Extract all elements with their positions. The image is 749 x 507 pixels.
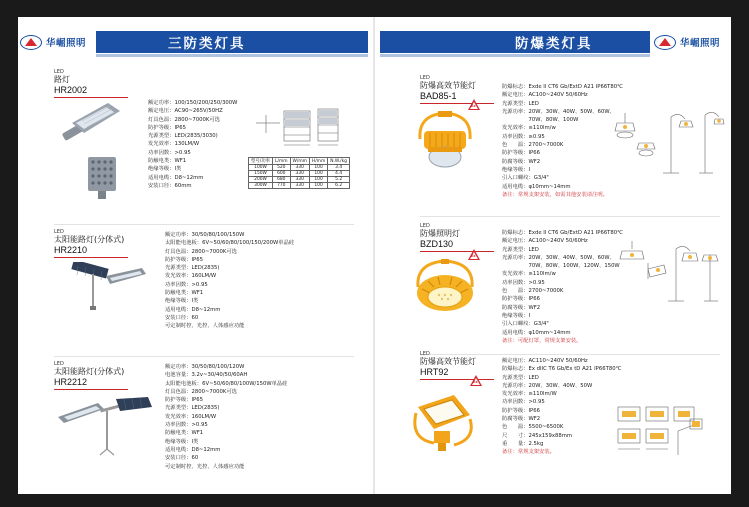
table-header-cell: W/mm (290, 158, 309, 165)
table-row (249, 177, 350, 183)
spec-line: 太阳能电池板：6V~50/60/80/100/150/200W单晶硅 (165, 240, 295, 247)
model-underline (54, 389, 128, 390)
table-cell: 680 (273, 177, 290, 183)
spec-line: 防触电类：WF1 (165, 290, 204, 297)
spec-line: 光源类型：LED (502, 246, 539, 253)
spec-line: 发光效率：130LM/W (148, 141, 200, 148)
installation-drawing (618, 239, 724, 303)
dimension-table (248, 157, 350, 189)
product-model: BZD130 (420, 239, 454, 249)
brand-logo-left (18, 32, 94, 52)
spec-line: 光源功率：20W、30W、40W、50W、60W、 (502, 108, 615, 115)
spec-line: 安装口径：60 (165, 455, 199, 462)
spec-line: 额定功率：30/50/80/100/150W (165, 232, 245, 238)
product-tag: LED (54, 229, 64, 235)
spec-line: 功率因数：>0.95 (502, 279, 545, 286)
spec-line: 防爆标志：Exde II CT6 Gb/ExtD A21 IP66T80℃ (502, 230, 624, 236)
spec-line: 功率因数：>0.95 (148, 149, 191, 156)
spec-line: 色 温：2700~7000K (502, 288, 564, 295)
table-header-cell: H/mm (309, 158, 327, 165)
installation-drawing (613, 109, 725, 175)
spec-line: 防腐等级：WF2 (502, 304, 541, 311)
table-cell: 5.2 (328, 177, 350, 183)
spec-line: 额定电压：AC100~240V 50/60Hz (502, 238, 588, 245)
product-specs-bad85-1 (502, 83, 623, 199)
table-header-cell: 型号/功率 (249, 158, 273, 165)
brand-logo-right (652, 32, 728, 52)
spec-line: 重 量：2.5kg (502, 440, 544, 447)
spec-line: 防腐等级：WF2 (502, 158, 541, 165)
product-model: HRT92 (420, 367, 449, 377)
spec-line: 引入口螺纹：G3/4" (502, 175, 549, 182)
product-name: 防爆照明灯 (420, 229, 460, 238)
table-cell: 330 (290, 177, 309, 183)
spec-line: 防护等级：IP66 (502, 150, 540, 157)
spec-line: 绝缘等级：I类 (148, 166, 182, 173)
product-specs-hrt92 (502, 357, 622, 457)
spec-line: 太阳能电池板：6V~50/60/80/100W/150W单晶硅 (165, 380, 288, 387)
explosion-proof-lamp-image (410, 259, 480, 323)
table-cell: 330 (290, 183, 309, 189)
spec-line: 防爆标志：Exde II CT6 Gb/ExtD A21 IP66T80℃ (502, 84, 624, 90)
floodlight-image (412, 389, 478, 459)
spec-line: 引入口螺纹：G3/4" (502, 321, 549, 328)
product-tag: LED (54, 361, 64, 367)
table-cell: 150W (249, 171, 273, 177)
spec-line: 防爆标志：Ex dIIC T6 Gb/Ex tD A21 IP66T80℃ (502, 366, 622, 373)
spec-line: 光源类型：LED (502, 374, 539, 381)
explosion-proof-lamp-image (414, 109, 476, 179)
table-cell: 6.2 (328, 183, 350, 189)
spec-line: 光源功率：20W、30W、40W、50W、60W、 (502, 254, 615, 261)
spec-line: 适用电缆：φ10mm~14mm (502, 329, 571, 336)
product-name: 防爆高效节能灯 (420, 357, 476, 366)
left-page-title: 三防类灯具 (168, 36, 246, 52)
table-cell: 330 (290, 171, 309, 177)
spec-line: 功率因数：>0.95 (165, 422, 208, 429)
section-divider (54, 356, 354, 357)
product-tag: LED (54, 69, 64, 75)
product-specs-hr2212 (165, 363, 287, 471)
spec-line: 额定功率：100/150/200/250/300W (148, 100, 238, 106)
product-model: HR2212 (54, 377, 88, 387)
spec-line: 防触电类：WF1 (148, 158, 187, 165)
solar-street-lamp-image (56, 395, 156, 457)
product-model: HR2002 (54, 85, 88, 95)
spec-line: 可定制时控、光控、人体感应功能 (165, 323, 245, 330)
table-cell: 770 (273, 183, 290, 189)
table-row (249, 165, 350, 171)
spec-line: 光源类型：LED(2835) (165, 265, 220, 272)
brand-logo-icon (654, 34, 676, 51)
model-underline (420, 379, 494, 380)
table-cell: 200W (249, 177, 273, 183)
spec-line: 绝缘等级：I类 (165, 298, 199, 305)
table-cell: 100 (309, 171, 327, 177)
spec-line: 额定电压：AC100~240V 50/60Hz (502, 92, 588, 99)
spec-line: 色 温：2700~7000K (502, 142, 564, 149)
spec-line: 色 温：5500~6500K (502, 424, 564, 431)
brand-name: 华崛照明 (680, 38, 721, 49)
product-bzd130 (420, 223, 494, 252)
product-model: HR2210 (54, 245, 88, 255)
brand-logo-icon (20, 34, 42, 51)
table-header-cell: L/mm (273, 158, 290, 165)
spec-line: 70W、80W、100W (502, 117, 579, 124)
ex-explosion-proof-icon: Ex (468, 249, 480, 260)
right-header-stripe (380, 54, 650, 57)
spec-line: 发光效率：160LM/W (165, 413, 217, 420)
spec-line: 发光效率：≥110lm/w (502, 125, 556, 132)
product-hr2212 (54, 361, 128, 390)
table-cell: 100 (309, 165, 327, 171)
product-name: 防爆高效节能灯 (420, 81, 476, 90)
spec-line: 防护等级：IP65 (148, 124, 186, 131)
spec-line: 安装口径：60 (165, 314, 199, 321)
spec-line: 适用电缆：D8~12mm (165, 446, 221, 453)
product-bad85-1 (420, 75, 494, 104)
brand-name: 华崛照明 (46, 38, 87, 49)
left-header-stripe (96, 54, 368, 57)
dimension-drawing (254, 103, 362, 149)
spec-line: 发光效率：≥110lm/W (502, 391, 557, 398)
solar-street-lamp-image (70, 262, 148, 330)
table-cell: 100 (309, 183, 327, 189)
section-divider (54, 224, 354, 225)
spec-line: 光源类型：LED(2835/3030) (148, 133, 218, 140)
product-name: 路灯 (54, 75, 70, 84)
installation-drawing (616, 403, 720, 459)
spec-line: 适用电缆：D8~12mm (148, 174, 204, 181)
spec-line: 功率因数：>0.95 (165, 281, 208, 288)
product-tag: LED (420, 351, 430, 357)
spec-line: 光源类型：LED (502, 100, 539, 107)
model-underline (420, 251, 494, 252)
table-row (249, 183, 350, 189)
right-page (380, 17, 731, 494)
page-fold (373, 17, 375, 494)
model-underline (420, 103, 494, 104)
spec-line: 灯具色温：2800~7000K可选 (165, 388, 237, 395)
product-hrt92 (420, 351, 494, 380)
spec-line: 发光效率：≥110lm/w (502, 271, 556, 278)
table-cell: 600 (273, 171, 290, 177)
spec-line: 功率因数：≥0.95 (502, 133, 545, 140)
ex-explosion-proof-icon: Ex (470, 375, 482, 386)
left-page (18, 17, 368, 494)
spec-line: 光源类型：LED(2835) (165, 405, 220, 412)
spec-line: 额定电压：AC90~265V/50HZ (148, 108, 223, 115)
table-cell: 4.4 (328, 171, 350, 177)
spec-line: 适用电缆：φ10mm~14mm (502, 183, 571, 190)
spec-line: 电池容量：3.2v~30/40/50/60AH (165, 372, 248, 379)
spec-line: 灯具色温：2800~7000K可选 (165, 248, 237, 255)
spec-line: 适用电缆：D8~12mm (165, 306, 221, 313)
product-tag: LED (420, 223, 430, 229)
street-lamp-image (58, 99, 144, 209)
table-cell: 300W (249, 183, 273, 189)
spec-line: 防护等级：IP65 (165, 397, 203, 404)
product-note: 备注：常规支架安装，如需其他安装请注明。 (502, 191, 608, 198)
spec-line: 尺 寸：245x159x88mm (502, 432, 573, 439)
spec-line: 额定电压：AC110~240V 50/60Hz (502, 358, 588, 364)
spec-line: 防触电类：WF1 (165, 430, 204, 437)
product-specs-hr2210 (165, 231, 294, 331)
product-tag: LED (420, 75, 430, 81)
product-note: 备注：可配灯罩，常规支架安装。 (502, 337, 582, 344)
spec-line: 绝缘等级：I (502, 312, 531, 319)
section-divider (420, 216, 720, 217)
spec-line: 防腐等级：WF2 (502, 416, 541, 423)
product-specs-hr2002 (148, 99, 237, 190)
spec-line: 绝缘等级：I (502, 166, 531, 173)
table-row (249, 171, 350, 177)
spec-line: 可定制时控、光控、人体感应功能 (165, 463, 245, 470)
table-cell: 520 (273, 165, 290, 171)
catalog-spread (18, 17, 731, 494)
spec-line: 灯具色温：2800~7000K可选 (148, 116, 220, 123)
table-cell: 330 (290, 165, 309, 171)
model-underline (54, 97, 128, 98)
table-header-cell: N.W./kg (328, 158, 350, 165)
ex-explosion-proof-icon: Ex (468, 99, 480, 110)
spec-line: 发光效率：160LM/W (165, 273, 217, 280)
right-page-title: 防爆类灯具 (515, 36, 593, 52)
spec-line: 额定功率：30/50/80/100/120W (165, 364, 245, 370)
model-underline (54, 257, 128, 258)
product-name: 太阳能路灯(分体式) (54, 367, 125, 376)
product-specs-bzd130 (502, 229, 623, 345)
table-cell: 3.4 (328, 165, 350, 171)
spec-line: 防护等级：IP65 (165, 256, 203, 263)
spec-line: 功率因数：>0.95 (502, 399, 545, 406)
spec-line: 安装口径：60mm (148, 182, 192, 189)
spec-line: 光源功率：20W、30W、40W、50W (502, 382, 593, 389)
spec-line: 防护等级：IP66 (502, 296, 540, 303)
spec-line: 绝缘等级：I类 (165, 438, 199, 445)
product-hr2002 (54, 69, 128, 98)
table-cell: 100W (249, 165, 273, 171)
spec-line: 70W、80W、100W、120W、150W (502, 263, 620, 270)
product-hr2210 (54, 229, 128, 258)
table-cell: 100 (309, 177, 327, 183)
product-model: BAD85-1 (420, 91, 457, 101)
product-note: 备注：常规支架安装。 (502, 449, 555, 456)
spec-line: 防护等级：IP66 (502, 407, 540, 414)
product-name: 太阳能路灯(分体式) (54, 235, 125, 244)
